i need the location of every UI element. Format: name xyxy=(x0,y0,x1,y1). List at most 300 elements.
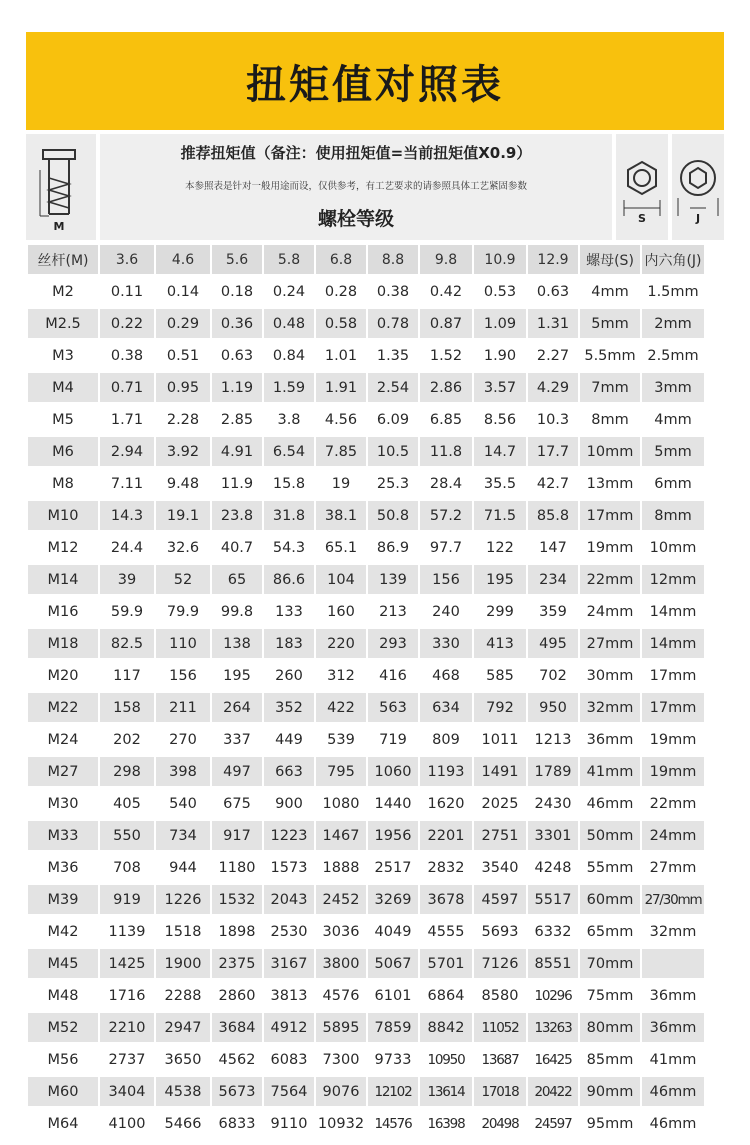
table-cell: 2.28 xyxy=(154,405,210,434)
table-cell: 6.09 xyxy=(366,405,418,434)
table-cell: 28.4 xyxy=(418,469,472,498)
table-cell: 1440 xyxy=(366,789,418,818)
table-cell: 2.85 xyxy=(210,405,262,434)
table-cell: 183 xyxy=(262,629,314,658)
table-cell: 40.7 xyxy=(210,533,262,562)
table-cell: 213 xyxy=(366,597,418,626)
table-cell: 7.85 xyxy=(314,437,366,466)
table-cell: 5.5mm xyxy=(578,341,640,370)
table-cell: 1.91 xyxy=(314,373,366,402)
table-cell: 14mm xyxy=(640,597,704,626)
table-row xyxy=(26,1045,704,1074)
bolt-grade-label: 螺栓等级 xyxy=(317,208,394,230)
table-cell: 3800 xyxy=(314,949,366,978)
table-row xyxy=(26,1077,704,1106)
table-cell: 708 xyxy=(98,853,154,882)
table-cell: 540 xyxy=(154,789,210,818)
table-cell: 1.90 xyxy=(472,341,526,370)
table-cell: 5701 xyxy=(418,949,472,978)
table-cell: 1.35 xyxy=(366,341,418,370)
table-cell: 2mm xyxy=(640,309,704,338)
table-cell: 15.8 xyxy=(262,469,314,498)
table-cell: 1888 xyxy=(314,853,366,882)
table-cell: 298 xyxy=(98,757,154,786)
table-cell: 65 xyxy=(210,565,262,594)
table-cell: 60mm xyxy=(578,885,640,914)
nut-cell xyxy=(616,134,668,240)
table-cell: 539 xyxy=(314,725,366,754)
table-cell: 41mm xyxy=(578,757,640,786)
note-cell xyxy=(100,134,612,240)
table-cell: 3036 xyxy=(314,917,366,946)
table-cell: 0.78 xyxy=(366,309,418,338)
column-header-row xyxy=(26,245,704,274)
row-label-cell: M6 xyxy=(26,437,98,466)
row-label-cell: M5 xyxy=(26,405,98,434)
table-cell: 1620 xyxy=(418,789,472,818)
table-cell: 86.6 xyxy=(262,565,314,594)
table-cell: 122 xyxy=(472,533,526,562)
nut-icon xyxy=(616,134,668,240)
table-cell: 1.09 xyxy=(472,309,526,338)
table-cell: 14mm xyxy=(640,629,704,658)
table-cell: 4.56 xyxy=(314,405,366,434)
table-cell: 2375 xyxy=(210,949,262,978)
table-cell: 1180 xyxy=(210,853,262,882)
hex-icon-label: J xyxy=(695,212,701,225)
table-cell: 54.3 xyxy=(262,533,314,562)
table-cell: 2947 xyxy=(154,1013,210,1042)
table-cell: 2832 xyxy=(418,853,472,882)
table-cell: 0.24 xyxy=(262,277,314,306)
table-cell: 449 xyxy=(262,725,314,754)
table-cell: 3650 xyxy=(154,1045,210,1074)
table-cell: 10950 xyxy=(418,1045,472,1074)
table-cell: 70mm xyxy=(578,949,640,978)
table-row xyxy=(26,885,704,914)
table-cell: 1.5mm xyxy=(640,277,704,306)
table-cell: 32.6 xyxy=(154,533,210,562)
table-row xyxy=(26,597,704,626)
table-cell: 0.53 xyxy=(472,277,526,306)
table-cell: 46mm xyxy=(640,1077,704,1106)
table-cell: 5693 xyxy=(472,917,526,946)
table-cell: 99.8 xyxy=(210,597,262,626)
table-cell: 22mm xyxy=(640,789,704,818)
table-cell: 634 xyxy=(418,693,472,722)
table-cell: 337 xyxy=(210,725,262,754)
table-cell: 1716 xyxy=(98,981,154,1010)
table-cell: 1573 xyxy=(262,853,314,882)
table-cell: 27mm xyxy=(640,853,704,882)
table-cell: 17mm xyxy=(578,501,640,530)
title-banner xyxy=(26,32,724,130)
table-cell: 14.3 xyxy=(98,501,154,530)
table-cell: 585 xyxy=(472,661,526,690)
table-cell: 117 xyxy=(98,661,154,690)
table-cell: 0.22 xyxy=(98,309,154,338)
row-label-cell: M8 xyxy=(26,469,98,498)
table-cell: 139 xyxy=(366,565,418,594)
row-label-cell: M60 xyxy=(26,1077,98,1106)
table-cell: 10mm xyxy=(578,437,640,466)
table-cell: 4mm xyxy=(578,277,640,306)
table-cell: 1425 xyxy=(98,949,154,978)
table-cell: 211 xyxy=(154,693,210,722)
table-cell: 10.3 xyxy=(526,405,578,434)
table-cell: 23.8 xyxy=(210,501,262,530)
row-label-cell: 丝杆(M) xyxy=(26,245,98,274)
table-row xyxy=(26,565,704,594)
table-cell: 52 xyxy=(154,565,210,594)
table-cell: 71.5 xyxy=(472,501,526,530)
table-cell: 50.8 xyxy=(366,501,418,530)
table-cell: 19.1 xyxy=(154,501,210,530)
table-cell: 2025 xyxy=(472,789,526,818)
bolt-cell xyxy=(26,134,96,240)
table-row xyxy=(26,821,704,850)
table-cell: 0.29 xyxy=(154,309,210,338)
table-row xyxy=(26,405,704,434)
table-cell: 900 xyxy=(262,789,314,818)
bolt-icon-label: M xyxy=(53,220,65,233)
table-cell: 0.63 xyxy=(210,341,262,370)
table-cell: 3.92 xyxy=(154,437,210,466)
table-cell: 41mm xyxy=(640,1045,704,1074)
table-cell: 2210 xyxy=(98,1013,154,1042)
table-cell: 944 xyxy=(154,853,210,882)
table-cell: 22mm xyxy=(578,565,640,594)
table-cell: 4555 xyxy=(418,917,472,946)
table-cell: 398 xyxy=(154,757,210,786)
table-cell: 147 xyxy=(526,533,578,562)
table-cell: 4049 xyxy=(366,917,418,946)
row-label-cell: M16 xyxy=(26,597,98,626)
table-cell: 0.48 xyxy=(262,309,314,338)
table-cell: 6.8 xyxy=(314,245,366,274)
table-cell: 86.9 xyxy=(366,533,418,562)
table-cell: 1898 xyxy=(210,917,262,946)
table-row xyxy=(26,789,704,818)
table-row xyxy=(26,501,704,530)
table-cell: 17018 xyxy=(472,1077,526,1106)
row-label-cell: M2.5 xyxy=(26,309,98,338)
table-cell: 702 xyxy=(526,661,578,690)
disclaimer-note: 本参照表是针对一般用途而设，仅供参考，有工艺要求的请参照具体工艺紧固参数 xyxy=(184,181,527,192)
table-cell: 4.91 xyxy=(210,437,262,466)
table-cell: 3167 xyxy=(262,949,314,978)
table-cell: 2.5mm xyxy=(640,341,704,370)
table-cell: 7mm xyxy=(578,373,640,402)
row-label-cell: M22 xyxy=(26,693,98,722)
table-cell: 59.9 xyxy=(98,597,154,626)
table-cell: 9.48 xyxy=(154,469,210,498)
row-label-cell: M33 xyxy=(26,821,98,850)
table-row xyxy=(26,725,704,754)
table-cell: 8580 xyxy=(472,981,526,1010)
table-cell: 5067 xyxy=(366,949,418,978)
table-cell: 0.58 xyxy=(314,309,366,338)
table-cell: 917 xyxy=(210,821,262,850)
table-cell: 156 xyxy=(418,565,472,594)
table-cell: 1956 xyxy=(366,821,418,850)
table-cell: 8842 xyxy=(418,1013,472,1042)
table-cell: 19mm xyxy=(578,533,640,562)
table-cell: 24mm xyxy=(578,597,640,626)
table-cell: 6083 xyxy=(262,1045,314,1074)
table-row xyxy=(26,341,704,370)
table-cell: 16425 xyxy=(526,1045,578,1074)
table-cell: 85.8 xyxy=(526,501,578,530)
table-cell: 795 xyxy=(314,757,366,786)
table-cell: 36mm xyxy=(640,1013,704,1042)
table-cell: 0.11 xyxy=(98,277,154,306)
table-cell: 156 xyxy=(154,661,210,690)
row-label-cell: M27 xyxy=(26,757,98,786)
torque-table-body xyxy=(26,245,704,1138)
table-cell: 3mm xyxy=(640,373,704,402)
row-label-cell: M4 xyxy=(26,373,98,402)
table-cell: 3.6 xyxy=(98,245,154,274)
table-cell: 0.38 xyxy=(98,341,154,370)
table-cell: 1226 xyxy=(154,885,210,914)
table-row xyxy=(26,1013,704,1042)
table-cell: 32mm xyxy=(578,693,640,722)
table-cell: 19mm xyxy=(640,725,704,754)
row-label-cell: M39 xyxy=(26,885,98,914)
table-cell: 6864 xyxy=(418,981,472,1010)
table-cell: 17mm xyxy=(640,693,704,722)
table-cell: 0.18 xyxy=(210,277,262,306)
table-cell: 719 xyxy=(366,725,418,754)
table-cell: 2860 xyxy=(210,981,262,1010)
table-row xyxy=(26,949,704,978)
hex-socket-icon xyxy=(672,134,724,240)
table-cell: 10932 xyxy=(314,1109,366,1138)
table-row xyxy=(26,981,704,1010)
table-cell: 55mm xyxy=(578,853,640,882)
row-label-cell: M45 xyxy=(26,949,98,978)
table-cell: 12.9 xyxy=(526,245,578,274)
table-cell: 27mm xyxy=(578,629,640,658)
table-cell: 1.19 xyxy=(210,373,262,402)
table-cell: 6833 xyxy=(210,1109,262,1138)
table-cell: 7300 xyxy=(314,1045,366,1074)
table-cell: 27/30mm xyxy=(640,885,704,914)
table-cell: 8mm xyxy=(640,501,704,530)
table-cell: 1139 xyxy=(98,917,154,946)
table-cell: 468 xyxy=(418,661,472,690)
table-cell: 0.84 xyxy=(262,341,314,370)
table-cell: 4.29 xyxy=(526,373,578,402)
table-cell: 3540 xyxy=(472,853,526,882)
table-cell: 330 xyxy=(418,629,472,658)
table-row xyxy=(26,757,704,786)
table-cell: 734 xyxy=(154,821,210,850)
table-cell: 9076 xyxy=(314,1077,366,1106)
table-cell: 10.9 xyxy=(472,245,526,274)
table-row xyxy=(26,853,704,882)
table-cell: 260 xyxy=(262,661,314,690)
table-cell: 6.54 xyxy=(262,437,314,466)
table-cell: 7564 xyxy=(262,1077,314,1106)
table-cell: 36mm xyxy=(640,981,704,1010)
table-cell: 25.3 xyxy=(366,469,418,498)
table-cell: 97.7 xyxy=(418,533,472,562)
table-cell: 38.1 xyxy=(314,501,366,530)
table-cell: 10mm xyxy=(640,533,704,562)
table-cell: 0.87 xyxy=(418,309,472,338)
table-cell: 270 xyxy=(154,725,210,754)
table-cell: 4562 xyxy=(210,1045,262,1074)
table-row xyxy=(26,469,704,498)
row-label-cell: M48 xyxy=(26,981,98,1010)
table-row xyxy=(26,629,704,658)
table-cell: 42.7 xyxy=(526,469,578,498)
table-cell: 240 xyxy=(418,597,472,626)
table-cell: 4.6 xyxy=(154,245,210,274)
table-cell xyxy=(640,949,704,978)
table-cell: 20498 xyxy=(472,1109,526,1138)
table-cell: 195 xyxy=(472,565,526,594)
table-cell: 6mm xyxy=(640,469,704,498)
table-cell: 16398 xyxy=(418,1109,472,1138)
table-cell: 9.8 xyxy=(418,245,472,274)
table-cell: 497 xyxy=(210,757,262,786)
table-row xyxy=(26,693,704,722)
table-cell: 95mm xyxy=(578,1109,640,1138)
table-cell: 1518 xyxy=(154,917,210,946)
table-cell: 104 xyxy=(314,565,366,594)
table-cell: 352 xyxy=(262,693,314,722)
table-row xyxy=(26,917,704,946)
table-cell: 10296 xyxy=(526,981,578,1010)
table-cell: 2751 xyxy=(472,821,526,850)
table-cell: 5mm xyxy=(578,309,640,338)
hex-socket-cell xyxy=(672,134,724,240)
table-cell: 9733 xyxy=(366,1045,418,1074)
table-cell: 1011 xyxy=(472,725,526,754)
table-cell: 675 xyxy=(210,789,262,818)
table-cell: 7126 xyxy=(472,949,526,978)
table-cell: 19 xyxy=(314,469,366,498)
table-cell: 2.86 xyxy=(418,373,472,402)
table-cell: 17.7 xyxy=(526,437,578,466)
table-cell: 792 xyxy=(472,693,526,722)
table-cell: 3301 xyxy=(526,821,578,850)
table-cell: 65.1 xyxy=(314,533,366,562)
table-cell: 19mm xyxy=(640,757,704,786)
table-cell: 0.95 xyxy=(154,373,210,402)
table-cell: 550 xyxy=(98,821,154,850)
table-cell: 1.52 xyxy=(418,341,472,370)
table-cell: 5.6 xyxy=(210,245,262,274)
table-cell: 5mm xyxy=(640,437,704,466)
table-cell: 5673 xyxy=(210,1077,262,1106)
table-cell: 3269 xyxy=(366,885,418,914)
table-row xyxy=(26,373,704,402)
table-cell: 4576 xyxy=(314,981,366,1010)
table-cell: 299 xyxy=(472,597,526,626)
table-cell: 20422 xyxy=(526,1077,578,1106)
table-cell: 0.28 xyxy=(314,277,366,306)
table-cell: 9110 xyxy=(262,1109,314,1138)
table-cell: 8.8 xyxy=(366,245,418,274)
table-cell: 4538 xyxy=(154,1077,210,1106)
table-cell: 0.63 xyxy=(526,277,578,306)
table-cell: 4248 xyxy=(526,853,578,882)
table-cell: 36mm xyxy=(578,725,640,754)
table-cell: 5517 xyxy=(526,885,578,914)
table-cell: 14576 xyxy=(366,1109,418,1138)
table-cell: 13614 xyxy=(418,1077,472,1106)
table-cell: 46mm xyxy=(578,789,640,818)
table-cell: 0.51 xyxy=(154,341,210,370)
table-cell: 5895 xyxy=(314,1013,366,1042)
table-cell: 158 xyxy=(98,693,154,722)
table-cell: 10.5 xyxy=(366,437,418,466)
table-cell: 79.9 xyxy=(154,597,210,626)
row-label-cell: M52 xyxy=(26,1013,98,1042)
table-cell: 85mm xyxy=(578,1045,640,1074)
table-row xyxy=(26,277,704,306)
table-cell: 50mm xyxy=(578,821,640,850)
table-cell: 32mm xyxy=(640,917,704,946)
table-cell: 12102 xyxy=(366,1077,418,1106)
table-cell: 0.14 xyxy=(154,277,210,306)
table-cell: 359 xyxy=(526,597,578,626)
table-cell: 2452 xyxy=(314,885,366,914)
table-cell: 3.57 xyxy=(472,373,526,402)
table-cell: 13mm xyxy=(578,469,640,498)
table-cell: 90mm xyxy=(578,1077,640,1106)
table-cell: 2530 xyxy=(262,917,314,946)
table-cell: 4912 xyxy=(262,1013,314,1042)
table-cell: 24mm xyxy=(640,821,704,850)
table-cell: 413 xyxy=(472,629,526,658)
table-cell: 234 xyxy=(526,565,578,594)
table-cell: 195 xyxy=(210,661,262,690)
table-cell: 35.5 xyxy=(472,469,526,498)
table-cell: 1.59 xyxy=(262,373,314,402)
table-cell: 13263 xyxy=(526,1013,578,1042)
table-cell: 80mm xyxy=(578,1013,640,1042)
table-cell: 6101 xyxy=(366,981,418,1010)
table-cell: 14.7 xyxy=(472,437,526,466)
table-row xyxy=(26,533,704,562)
table-cell: 6.85 xyxy=(418,405,472,434)
table-cell: 264 xyxy=(210,693,262,722)
table-cell: 495 xyxy=(526,629,578,658)
table-cell: 1491 xyxy=(472,757,526,786)
table-cell: 8.56 xyxy=(472,405,526,434)
table-cell: 1532 xyxy=(210,885,262,914)
table-cell: 0.38 xyxy=(366,277,418,306)
nut-icon-label: S xyxy=(638,212,646,225)
table-row xyxy=(26,661,704,690)
row-label-cell: M64 xyxy=(26,1109,98,1138)
table-cell: 2201 xyxy=(418,821,472,850)
row-label-cell: M14 xyxy=(26,565,98,594)
table-cell: 8551 xyxy=(526,949,578,978)
table-cell: 0.71 xyxy=(98,373,154,402)
table-cell: 30mm xyxy=(578,661,640,690)
row-label-cell: M24 xyxy=(26,725,98,754)
table-cell: 57.2 xyxy=(418,501,472,530)
row-label-cell: M56 xyxy=(26,1045,98,1074)
table-cell: 663 xyxy=(262,757,314,786)
table-cell: 160 xyxy=(314,597,366,626)
